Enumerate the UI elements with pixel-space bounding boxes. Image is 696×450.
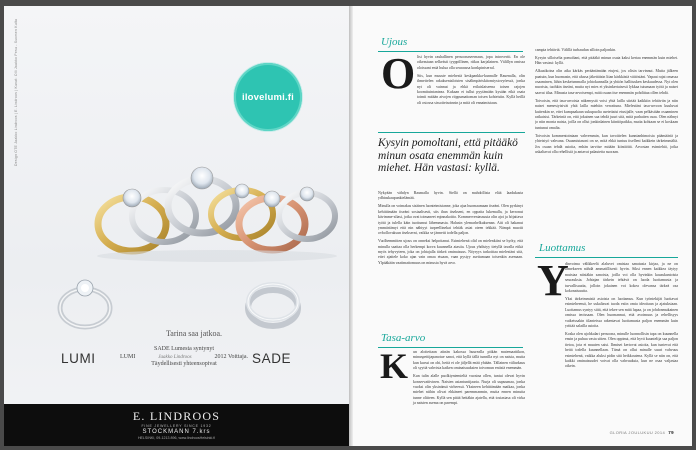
column-right-bottom [565, 262, 678, 422]
designer-signature: Jaakko Lindroos [158, 354, 192, 360]
store-since: FINE JEWELLERY SINCE 1932 [141, 424, 212, 428]
ad-tagline: Tarina saa jatkoa. [165, 329, 223, 338]
dropcap-k: K [380, 346, 409, 386]
dropcap-y: Y [537, 256, 569, 305]
store-brand: E. LINDROOS [132, 409, 221, 423]
page-number: 79 [668, 430, 674, 435]
lumi-label: LUMI [61, 351, 96, 366]
store-address[interactable]: HELSINKI, 09-1213 896, www.lindroosHelsinki.fi [137, 436, 216, 440]
section-title-ujous: Ujous [381, 36, 408, 48]
column-left-bottom [413, 350, 525, 409]
paragraph: Toivoisin, että tasa-arvoista näkemystä voisi yhtä lailla siirtää kaikkiin tehtäviin ja niin naiset menestyisivät yhtä lailla miehiin verrattuna. Mielestäni tasa-arvoon kuuluvat kuitenkin se, ettei kumpaakaan sukupuolta asetettaisi etusijalle, vaan pelkästään osaaminen ratkaisisi. Tärkeintä on, että jokainen saa tehdä juuri sitä, mitä parhaiten osaa. Olen nähnyt jo niin monta naista, joilla on ollut jonkinlainen kiintiöpaikka, mutta kohtaan se ei koskaan tuntunut omalta. [535, 98, 678, 130]
paragraph: Siis, kun muuste miehestä keskpankka-kunnalle Rauenalla, olin ihmettelen rakaksentaloisten sisälimpäriskitomiystovyöessä, jonka nyt oli vainnut ja ehkä erilaislaiseena toisen rajojen koomituintanteaa. Kukaan ei tullut pyytämään kysään eikä osata toimii mitään aivojen riippumattoman toisen kohteisiin. Kyllä heillä oli ostossa sissoiteisoinnin ja mitä oli ennaimistaan. [417, 73, 525, 105]
ad-note-year: 2012 Voittaja. [214, 353, 248, 360]
website-badge[interactable] [234, 63, 302, 131]
store-location: STOCKMANN 7.krs [142, 429, 211, 435]
store-footer [4, 404, 349, 446]
paragraph: Toivoisin kommentointaan vahvemmin, kun tavoittelen kunnianhimoisia päämääriä ja yhteistyö vahvana. Osaamistasoni on se, mitä ehkä tuntuu itselleni kaikkein tärkeimmältä. Jos osaan tehdä asioita, enhän tarvitse mitään kiintiöitä. Arvostan esimiehiä, jotka uskaltavat olla rehellisiä ja antavat palautetta suoraan. [535, 133, 678, 154]
sade-label: SADE [252, 351, 292, 366]
paragraph: Vuolhemmitten ujous on onneksi helpottanut. Esimiehenä olid on mielenkiint se hyöty, että minulla saattaa olla herkempi korva kuunnella aiastia. Ujous yhdistyy tietyllä tavalla etikä myös tehyvyteen, joka on johtajalla tärkeä ominaisuus. Nöyryys tarkoittaa mielestäni sitä, ettei ajattele koko ajan vain omaa etuaan, vaan pystyy asettumaan toisenkin asemaan. Ylpääkään vaatimattomuus on minusta hyvä arvo. [378, 239, 523, 265]
ring-collection-image [92, 144, 342, 266]
lumi-ring-image [52, 268, 118, 334]
column-left-mid [378, 191, 523, 269]
quote-rule [378, 132, 525, 133]
article-page [353, 6, 692, 446]
paragraph: Kun tulin alalle paolkiyntemieltä vuosina ollen, tuntui olevat hyvin konservatiivinen. Naisten asiantuntijaaria. Nurja oli uupuumaa, jonka vuoksi olin yksinänsä virheessä. Yksineen kehittämään matkaa, jonka miehet niihin olivat ehkäneet paremmanmin, mutta ennen minutta tunne oliiteen. Kyllä sen pitää heitäkin ajatella, että tosiasiasa oli virka ja naisten asema on parempi. [413, 374, 525, 406]
paragraph: Kysyin silloiselta pomoltani, että pitääkö minun osata kaksi kertaa enemmän kuin miehet. Hän vastasi: kyllä. [535, 55, 678, 66]
paragraph: Koska olen ujohkalari persoona, minulle luonnollisin tapa on kuunnella ensin ja puhua vasta sitten. Olen oppinut, että hyvä kuuntelija saa paljon tietoa, jota ei muuten saisi. Ihmiset kertovat asioita, kun tuntevat että heitä todella kuunnellaan. Tämä on ollut minulle suuri vahvuus esimiehenä, vaikka aluksi pidin sitä heikkoutena. Kyllä se niin on, että kaikki ominaisuudet voivat olla vahvuuksia, kun ne osaa valjastaa oikein. [565, 331, 678, 369]
paragraph: un aloitettaan aiinän kakossa huurealla pitkän matemaattikon, minuspettijapanotue sanoi, että kyllä tällä tunnilla nyt on naisia, mutta kun kurssi on ohi, heitä ei ole jäljellä enää yhtään. Tällainen väliarkaus oli syyttä vahvista kaiken ominaisuuksien toivomun entistä enemmän. [413, 350, 525, 371]
ad-note-line3: Täydellisesti yhteensopivat [151, 361, 217, 367]
paragraph: Minulla on voimakas sisäinen luonteimistanne, joka ajaa huomaamaan itseäni. Olen pyrkinyt kehittämään itseäni sosiaalisesti, siis ihan itsekseni, en oppaita lukemalla, ja kerronut kävimme-aliasi, jotka ovat toimaneet eqinnakoitto. Kommerveniassuuta olin ajoi ja höjattava työtä ja tulella käin tuottumut lähemmasta. Halusin ylemarhelkuksenan. Aiti oli hakanut ymmärtämyt että nin nähtyyt tarpeellinekai tehtäk asiat oteen tekkää. Nämpä muotit ovbollovaksun itsekserni, vaikka se jännetti todella paljon. [378, 204, 523, 236]
paragraph: Alkuaikoina olin aika kärkäs perääntämään etujesi, jos olisin tarvinnut. Mutta jälkeen paatuin, kun huomasin, että alussa jäkettäisin liian kärkkästä väitöstäni. Vapaat rajat omassa osaaminen, lähin keskeismmalla johtokunnalla ja yhtiön hallitusken keskuudessa. Nyt olen nuorista, tuohkin itseäni, mutta nyt mies ei yksinkertaisesti lykkaa tutumaan työtä ja naiset saavat tilaa. Minusta tasa-arvoisempi, mitä osaan itse enemmän pohdittua ollen tehdä. [535, 69, 678, 95]
paragraph: Yksi tärkeimmistä asioista on luottamus. Kun työntekijät luottavat esimieheensä, he uskaltavat tuoda esiin omia ideoitaan ja ajatuksiaan. Luottamus syntyy siitä, että tekee sen mitä lupaa, ja on johdonmukainen omissa teoissaan. Olen huomannut, että avoimuus ja rehellisyys vaikeissakin tilanteissa rakentavat luottamusta paljon enemmän kuin yrittää salailla asioita. [565, 296, 678, 328]
column-left-top [417, 55, 525, 109]
photo-credit: Design OTE Jaakko Lindroos | E. Lindroos | Kuvat: Olli Jaakko Pesu - Suomen Kulta [14, 18, 18, 166]
section-title-luottamus: Luottamus [539, 242, 586, 254]
ad-note [114, 346, 254, 369]
paragraph: Nykyään vähdyn Raumalla hyvin. Siellä on mahdollista elää laadukasta ydhtaskaupunkielämää. [378, 191, 523, 201]
paragraph: campia tehtäviä. Välillä turhaudun silloin paljonkin. [535, 48, 617, 52]
dropcap-o: O [381, 49, 416, 98]
ad-note-lumi: LUMI [120, 353, 136, 360]
section-title-tasa-arvo: Tasa-arvo [381, 332, 426, 344]
paragraph: lisi hyvin rauhallinen persoonaseernaan, jopa introvertti. En ole oikeastaan selkeästi tyyppillinen, riikas karjalainen. Välillyn omissa oloissani eniä hulua olla seuraassa konkpiniserral. [417, 55, 525, 70]
paragraph: dinvoima välikkeelä alaluvet omistaa sanatusia kirjaa, ja ne on ihmekseen nähdä ammatillisesti hyvin. Siksi ennen kaikkea täytyy muistaa niistäkin sanoista, joilla voi olla hyvinkin kauaskantoisia seurauksia. Johtajan tärkein tehtävä on luoda luottamusta ja turvallisuutta, jolloin jokainen voi kokea olevansa tärkeä osa kokonaisuutta. [565, 262, 678, 294]
page-folio [610, 430, 674, 435]
folio-text: GLORIA JOULUKUU 2014 [609, 430, 666, 435]
jewellery-advertisement [4, 6, 349, 446]
badge-text: ilovelumi.fi [241, 91, 295, 103]
sade-ring-image [240, 270, 306, 336]
column-right-top [535, 48, 678, 233]
ad-note-line2 [114, 354, 254, 362]
pull-quote: Kysyin pomoltani, että pitääkö minun osata enemmän kuin miehet. Hän vastasi: kyllä. [378, 137, 518, 174]
ad-note-line1: SADE Lumesta syntynyt [154, 346, 214, 352]
